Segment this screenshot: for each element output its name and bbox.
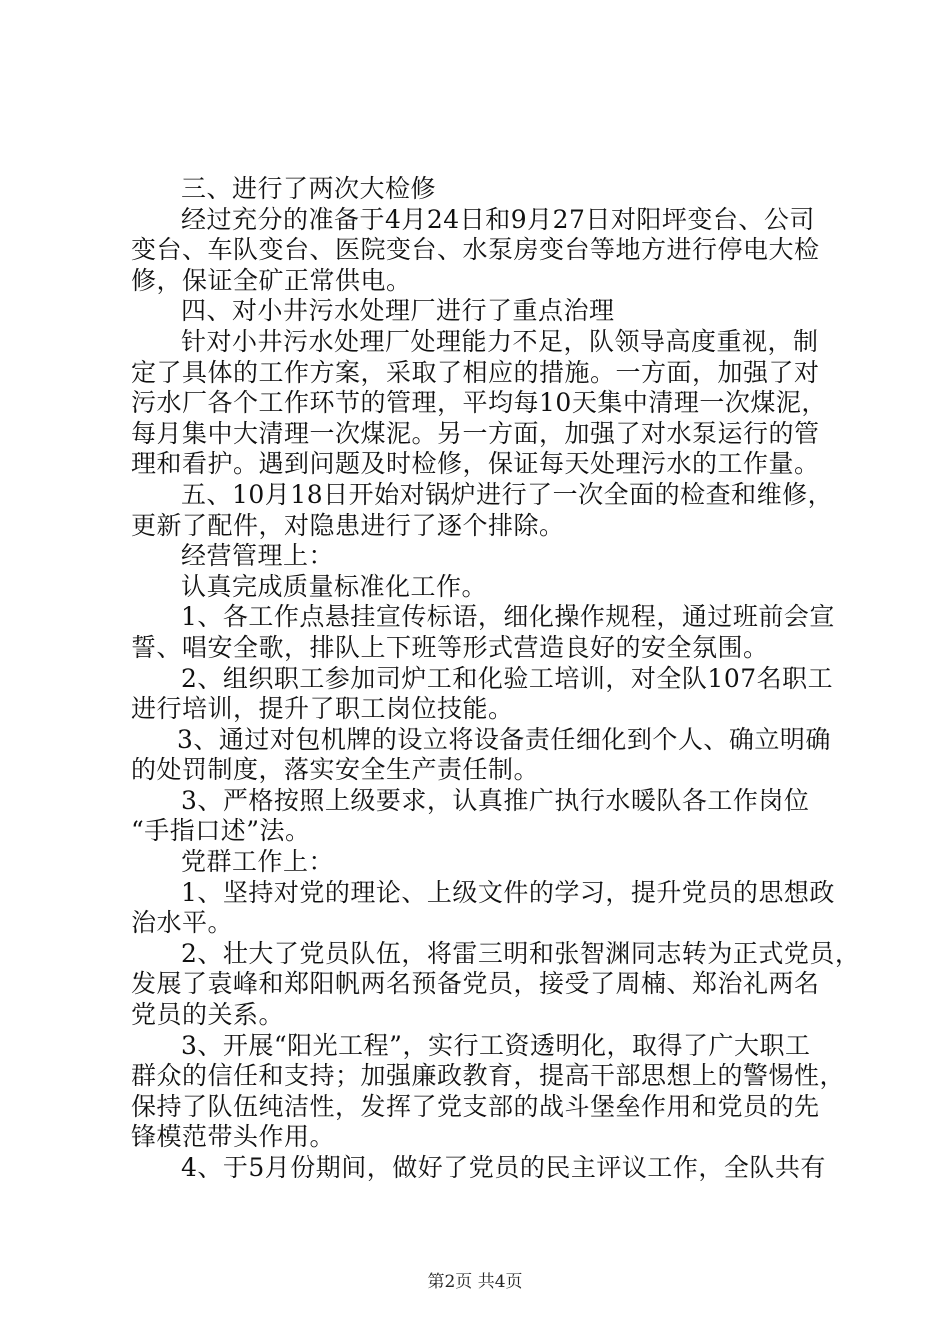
text-line: 3、开展“阳光工程”，实行工资透明化，取得了广大职工 <box>181 1030 811 1060</box>
text-line: 3、通过对包机牌的设立将设备责任细化到个人、确立明确 <box>177 724 831 754</box>
text-line: 进行培训，提升了职工岗位技能。 <box>131 694 514 724</box>
text-line: 2、壮大了党员队伍，将雷三明和张智渊同志转为正式党员， <box>181 938 861 968</box>
heading-line: 三、进行了两次大检修 <box>181 174 437 203</box>
text-line: 经过充分的准备于4月24日和9月27日对阳坪变台、公司 <box>181 204 815 234</box>
text-line: 誓、唱安全歌，排队上下班等形式营造良好的安全氛围。 <box>131 632 769 662</box>
text-line: 1、各工作点悬挂宣传标语，细化操作规程，通过班前会宣 <box>181 602 835 632</box>
text-line: 1、坚持对党的理论、上级文件的学习，提升党员的思想政 <box>181 877 835 907</box>
heading-line: 经营管理上： <box>181 541 335 571</box>
text-line: 五、10月18日开始对锅炉进行了一次全面的检查和维修， <box>181 479 834 509</box>
text-line: 认真完成质量标准化工作。 <box>181 571 488 601</box>
text-line: 针对小井污水处理厂处理能力不足，队领导高度重视，制 <box>181 326 819 356</box>
text-line: 每月集中大清理一次煤泥。另一方面，加强了对水泵运行的管 <box>131 418 820 448</box>
text-line: 3、严格按照上级要求，认真推广执行水暖队各工作岗位 <box>181 785 810 815</box>
text-line: 污水厂各个工作环节的管理，平均每10天集中清理一次煤泥， <box>131 388 827 418</box>
text-line: 定了具体的工作方案，采取了相应的措施。一方面，加强了对 <box>131 357 820 387</box>
text-line: 更新了配件，对隐患进行了逐个排除。 <box>131 510 565 540</box>
heading-line: 党群工作上： <box>181 847 335 877</box>
document-body <box>131 174 861 1184</box>
heading-line: 四、对小井污水处理厂进行了重点治理 <box>181 296 615 326</box>
text-line: 保持了队伍纯洁性，发挥了党支部的战斗堡垒作用和党员的先 <box>131 1091 820 1121</box>
text-line: 锋模范带头作用。 <box>131 1122 336 1152</box>
text-line: 4、于5月份期间，做好了党员的民主评议工作，全队共有 <box>181 1153 826 1182</box>
text-line: 群众的信任和支持；加强廉政教育，提高干部思想上的警惕性， <box>131 1061 846 1091</box>
text-line: 治水平。 <box>131 908 234 938</box>
text-line: 2、组织职工参加司炉工和化验工培训，对全队107名职工 <box>181 663 834 693</box>
text-line: 理和看护。遇到问题及时检修，保证每天处理污水的工作量。 <box>131 449 820 479</box>
page-footer: 第2页 共4页 <box>427 1272 523 1292</box>
text-line: 党员的关系。 <box>131 1000 285 1030</box>
text-line: 变台、车队变台、医院变台、水泵房变台等地方进行停电大检 <box>131 235 820 265</box>
text-line: 发展了袁峰和郑阳帆两名预备党员，接受了周楠、郑治礼两名 <box>131 969 820 999</box>
text-line: 的处罚制度，落实安全生产责任制。 <box>131 755 540 785</box>
text-line: “手指口述”法。 <box>131 816 311 846</box>
text-line: 修，保证全矿正常供电。 <box>131 265 412 295</box>
